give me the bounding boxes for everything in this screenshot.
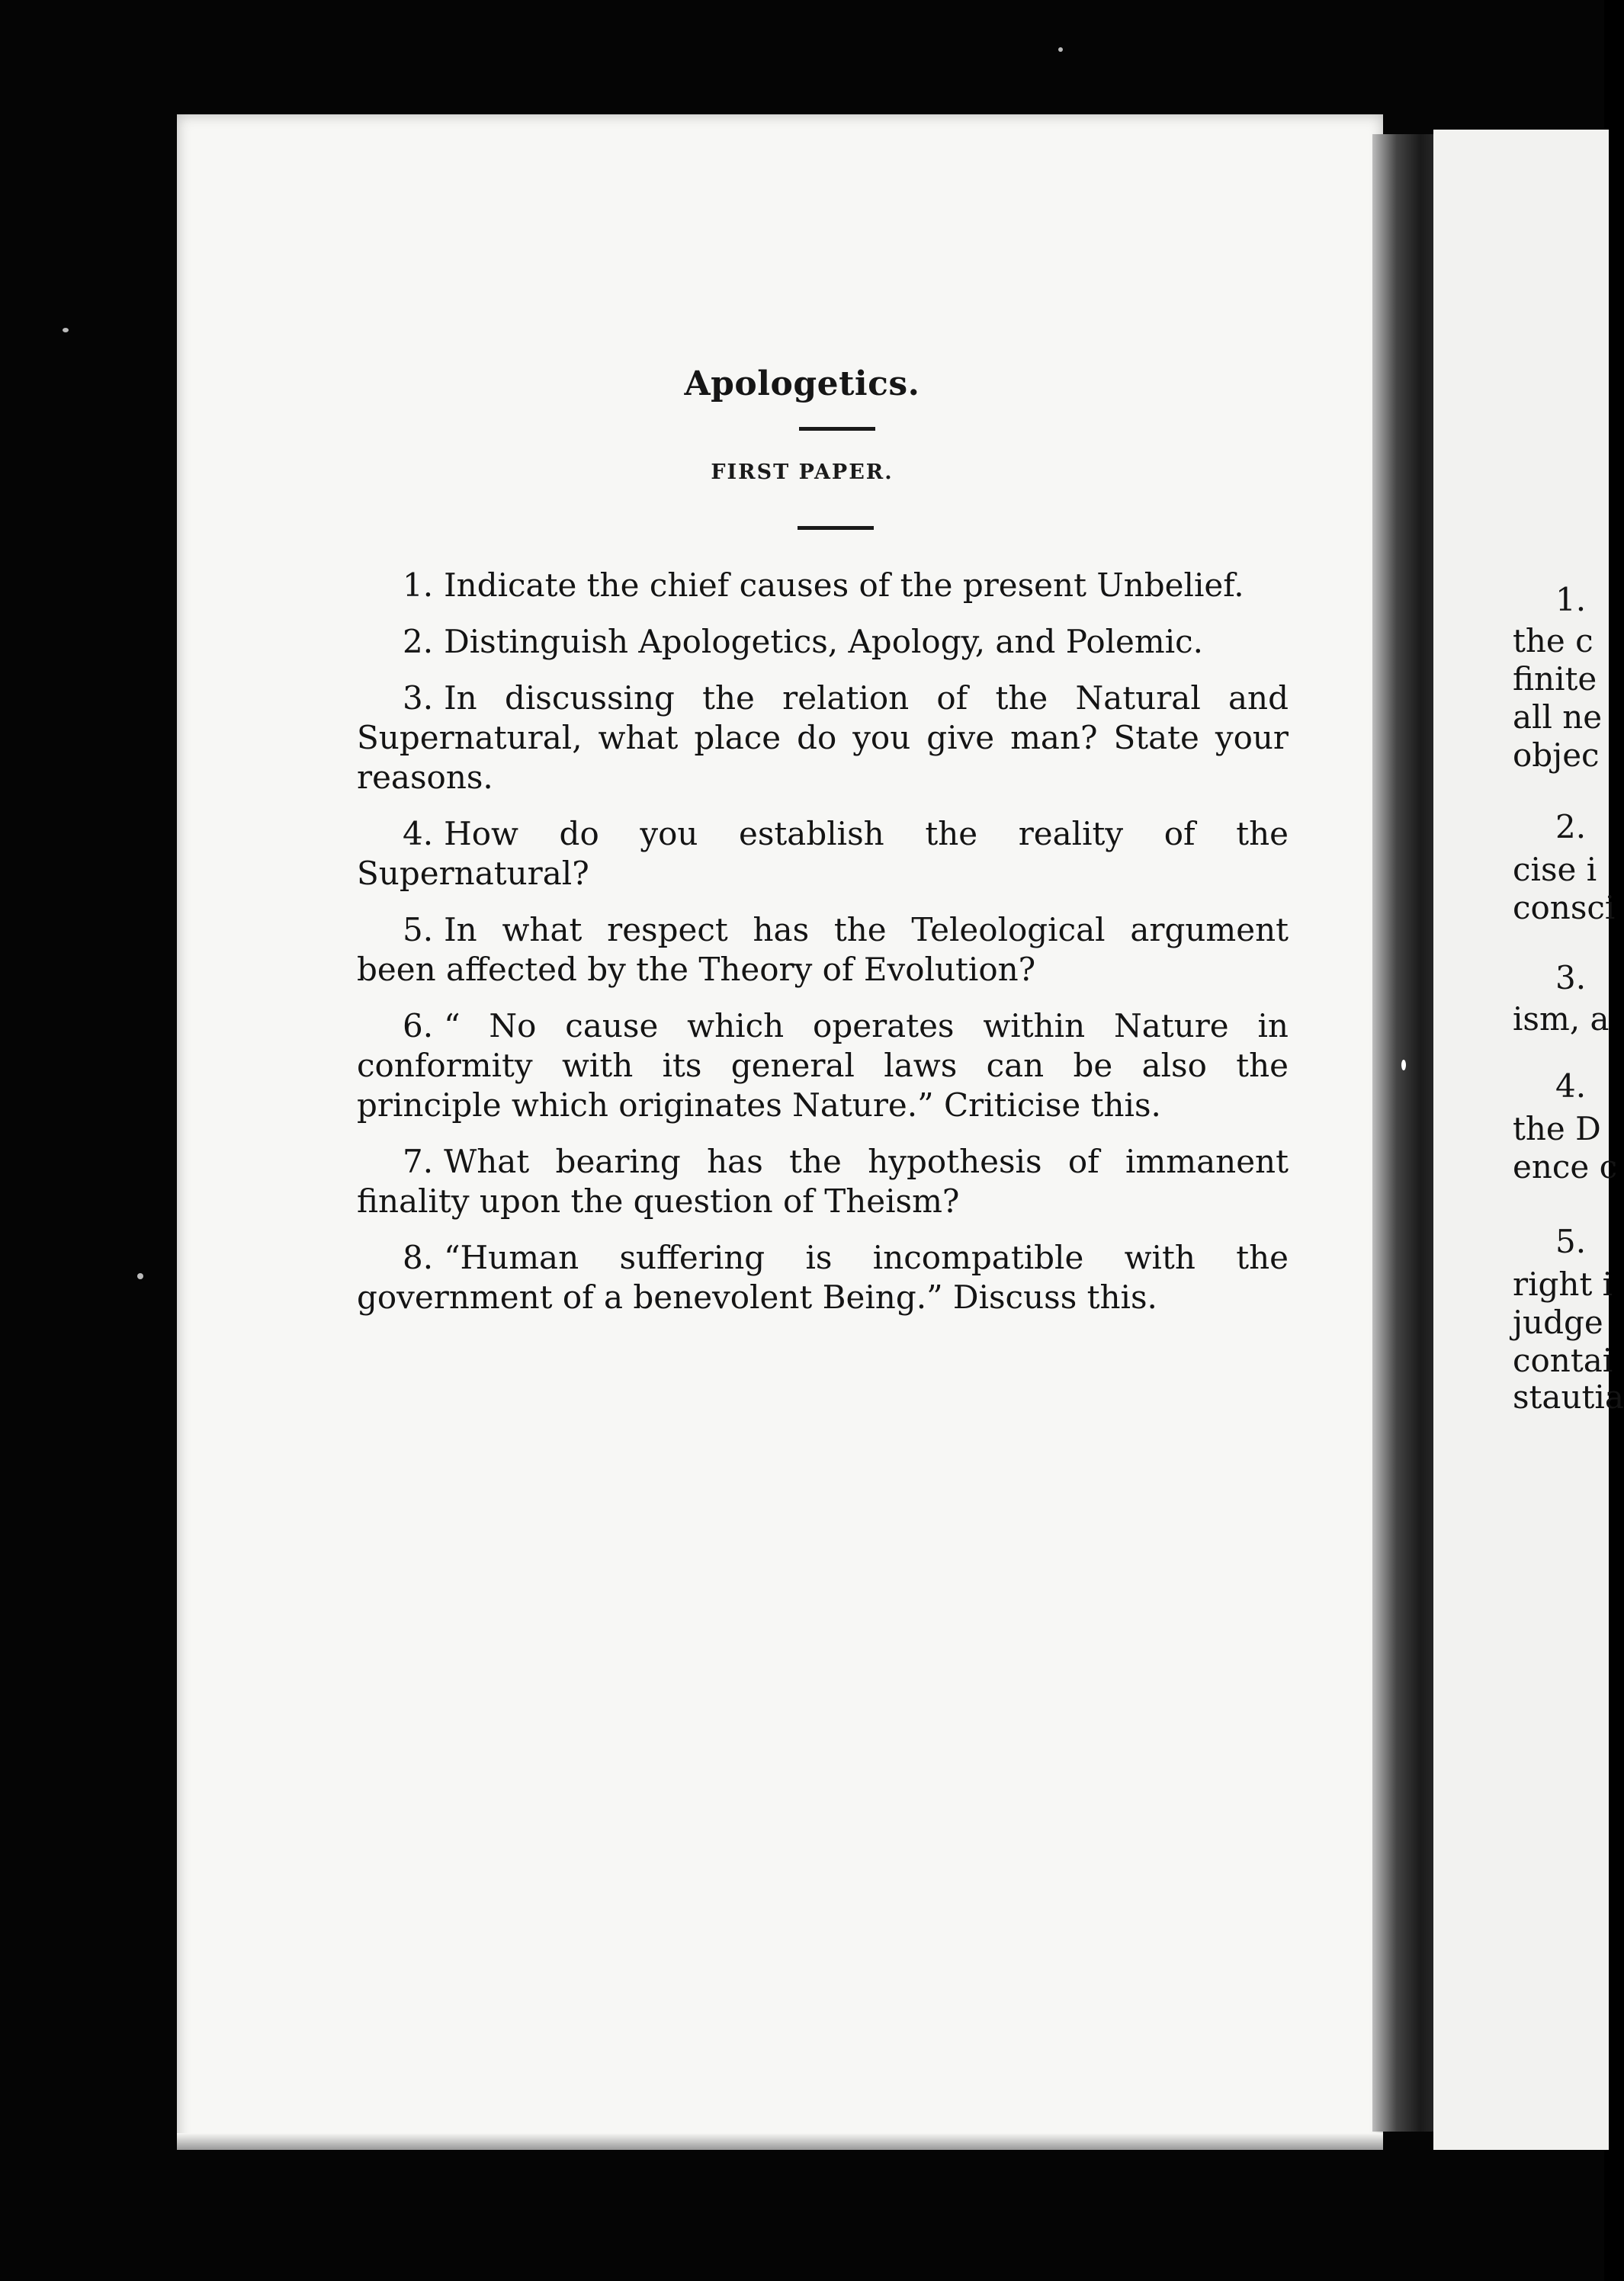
question-text: Indicate the chief causes of the present Unbelief. bbox=[444, 566, 1244, 604]
page-bottom-edge bbox=[177, 2133, 1383, 2150]
question-item bbox=[357, 814, 1289, 893]
right-page-fragment: cise i bbox=[1513, 851, 1597, 888]
question-item bbox=[357, 622, 1289, 662]
question-number: 7. bbox=[403, 1143, 434, 1180]
question-text: Distinguish Apologetics, Apology, and Polemic. bbox=[444, 623, 1204, 660]
question-number: 8. bbox=[403, 1239, 434, 1276]
right-page-fragment: judge bbox=[1513, 1304, 1603, 1341]
right-page-fragment: stautia bbox=[1513, 1378, 1624, 1416]
question-item bbox=[357, 679, 1289, 797]
right-page-fragment: right i bbox=[1513, 1266, 1613, 1303]
scan-speck bbox=[63, 328, 69, 332]
right-page-fragment: ism, a bbox=[1513, 1000, 1610, 1038]
right-page-fragment: contai bbox=[1513, 1342, 1613, 1379]
right-page-fragment: the D bbox=[1513, 1110, 1601, 1147]
paper-subtitle: FIRST PAPER. bbox=[711, 460, 894, 484]
scan-speck bbox=[1058, 47, 1063, 52]
right-page-fragment: consci bbox=[1513, 889, 1616, 926]
question-number: 4. bbox=[403, 815, 434, 852]
scan-speck bbox=[137, 1273, 143, 1279]
question-item bbox=[357, 910, 1289, 990]
right-page-fragment: the c bbox=[1513, 622, 1594, 659]
right-page-fragment: finite bbox=[1513, 660, 1597, 698]
question-item bbox=[357, 1238, 1289, 1317]
question-text: What bearing has the hypothesis of immanent finality upon the question of Theism? bbox=[357, 1143, 1289, 1220]
subtitle-rule bbox=[798, 526, 874, 530]
right-page-fragment: 4. bbox=[1555, 1067, 1587, 1105]
book-gutter bbox=[1372, 134, 1441, 2132]
question-item bbox=[357, 1006, 1289, 1125]
question-text: In what respect has the Teleological argument been affected by the Theory of Evolution? bbox=[357, 911, 1289, 988]
right-page-fragment: objec bbox=[1513, 736, 1600, 774]
question-number: 6. bbox=[403, 1007, 434, 1044]
question-text: “ No cause which operates within Nature in conformity with its general laws can be also the principle which originates Nature.” Criticise this. bbox=[357, 1007, 1289, 1124]
scan-speck bbox=[1401, 1060, 1406, 1070]
right-page-fragment: 1. bbox=[1555, 581, 1587, 618]
question-text: “Human suffering is incompatible with the government of a benevolent Being.” Discuss this. bbox=[357, 1239, 1289, 1316]
question-number: 3. bbox=[403, 679, 434, 717]
title-rule bbox=[799, 427, 875, 431]
question-number: 1. bbox=[403, 566, 434, 604]
question-text: In discussing the relation of the Natural and Supernatural, what place do you give man? State your reasons. bbox=[357, 679, 1289, 796]
question-text: How do you establish the reality of the Supernatural? bbox=[357, 815, 1289, 892]
right-page-fragment: 2. bbox=[1555, 808, 1587, 845]
page-title: Apologetics. bbox=[684, 364, 920, 403]
question-item bbox=[357, 566, 1289, 605]
right-page-fragment: all ne bbox=[1513, 698, 1603, 736]
question-number: 5. bbox=[403, 911, 434, 948]
right-page-fragment: 5. bbox=[1555, 1223, 1587, 1260]
right-page-fragment: ence c bbox=[1513, 1148, 1618, 1185]
question-list bbox=[357, 566, 1289, 1334]
right-page-fragment: 3. bbox=[1555, 959, 1587, 996]
question-item bbox=[357, 1142, 1289, 1221]
question-number: 2. bbox=[403, 623, 434, 660]
